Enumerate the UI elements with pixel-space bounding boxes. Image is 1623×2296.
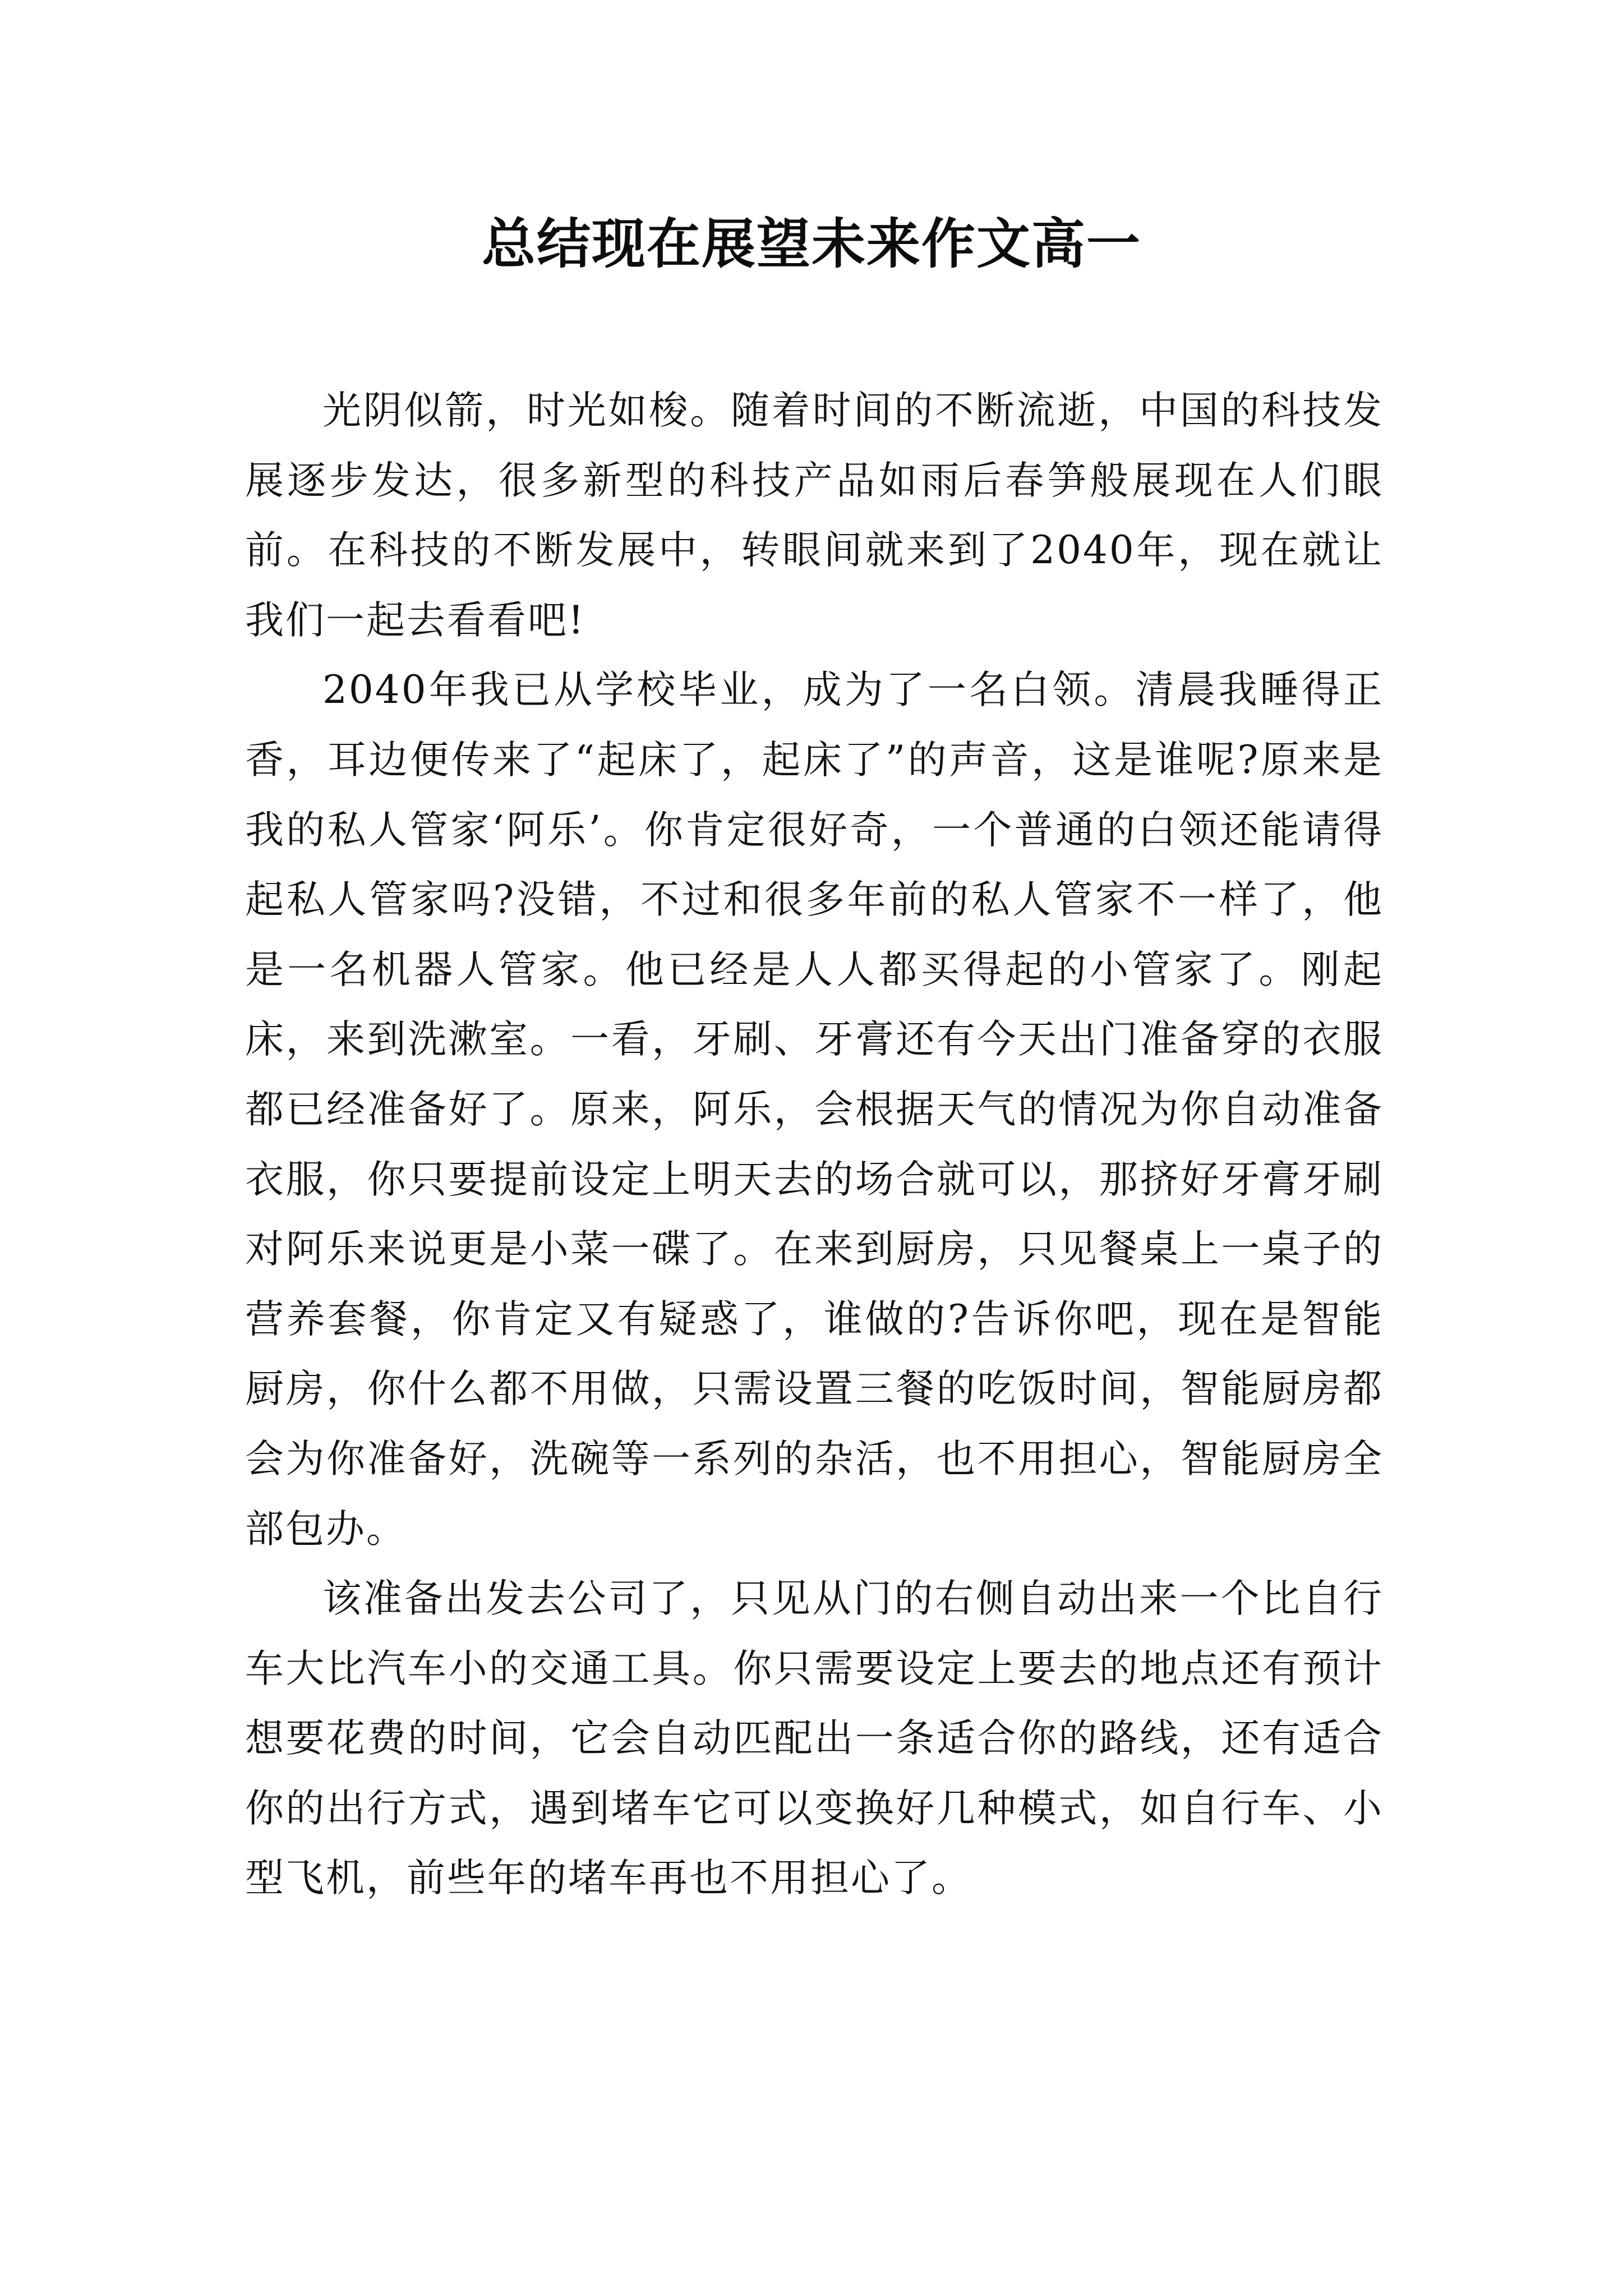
paragraph-1: 光阴似箭，时光如梭。随着时间的不断流逝，中国的科技发展逐步发达，很多新型的科技产品如雨后春笋般展现在人们眼前。在科技的不断发展中，转眼间就来到了2040年，现在就让我们一起去看看吧!	[245, 388, 1384, 643]
document-body	[245, 376, 1384, 1913]
paragraph-2: 2040年我已从学校毕业，成为了一名白领。清晨我睡得正香，耳边便传来了“起床了，起床了”的声音，这是谁呢?原来是我的私人管家‘阿乐’。你肯定很好奇，一个普通的白领还能请得起私人管家吗?没错，不过和很多年前的私人管家不一样了，他是一名机器人管家。他已经是人人都买得起的小管家了。刚起床，来到洗漱室。一看，牙刷、牙膏还有今天出门准备穿的衣服都已经准备好了。原来，阿乐，会根据天气的情况为你自动准备衣服，你只要提前设定上明天去的场合就可以，那挤好牙膏牙刷对阿乐来说更是小菜一碟了。在来到厨房，只见餐桌上一桌子的营养套餐，你肯定又有疑惑了，谁做的?告诉你吧，现在是智能厨房，你什么都不用做，只需设置三餐的吃饭时间，智能厨房都会为你准备好，洗碗等一系列的杂活，也不用担心，智能厨房全部包办。	[245, 668, 1384, 1552]
document-title: 总结现在展望未来作文高一	[482, 213, 1141, 275]
paragraph-3: 该准备出发去公司了，只见从门的右侧自动出来一个比自行车大比汽车小的交通工具。你只需要设定上要去的地点还有预计想要花费的时间，它会自动匹配出一条适合你的路线，还有适合你的出行方式，遇到堵车它可以变换好几种模式，如自行车、小型飞机，前些年的堵车再也不用担心了。	[245, 1576, 1384, 1901]
